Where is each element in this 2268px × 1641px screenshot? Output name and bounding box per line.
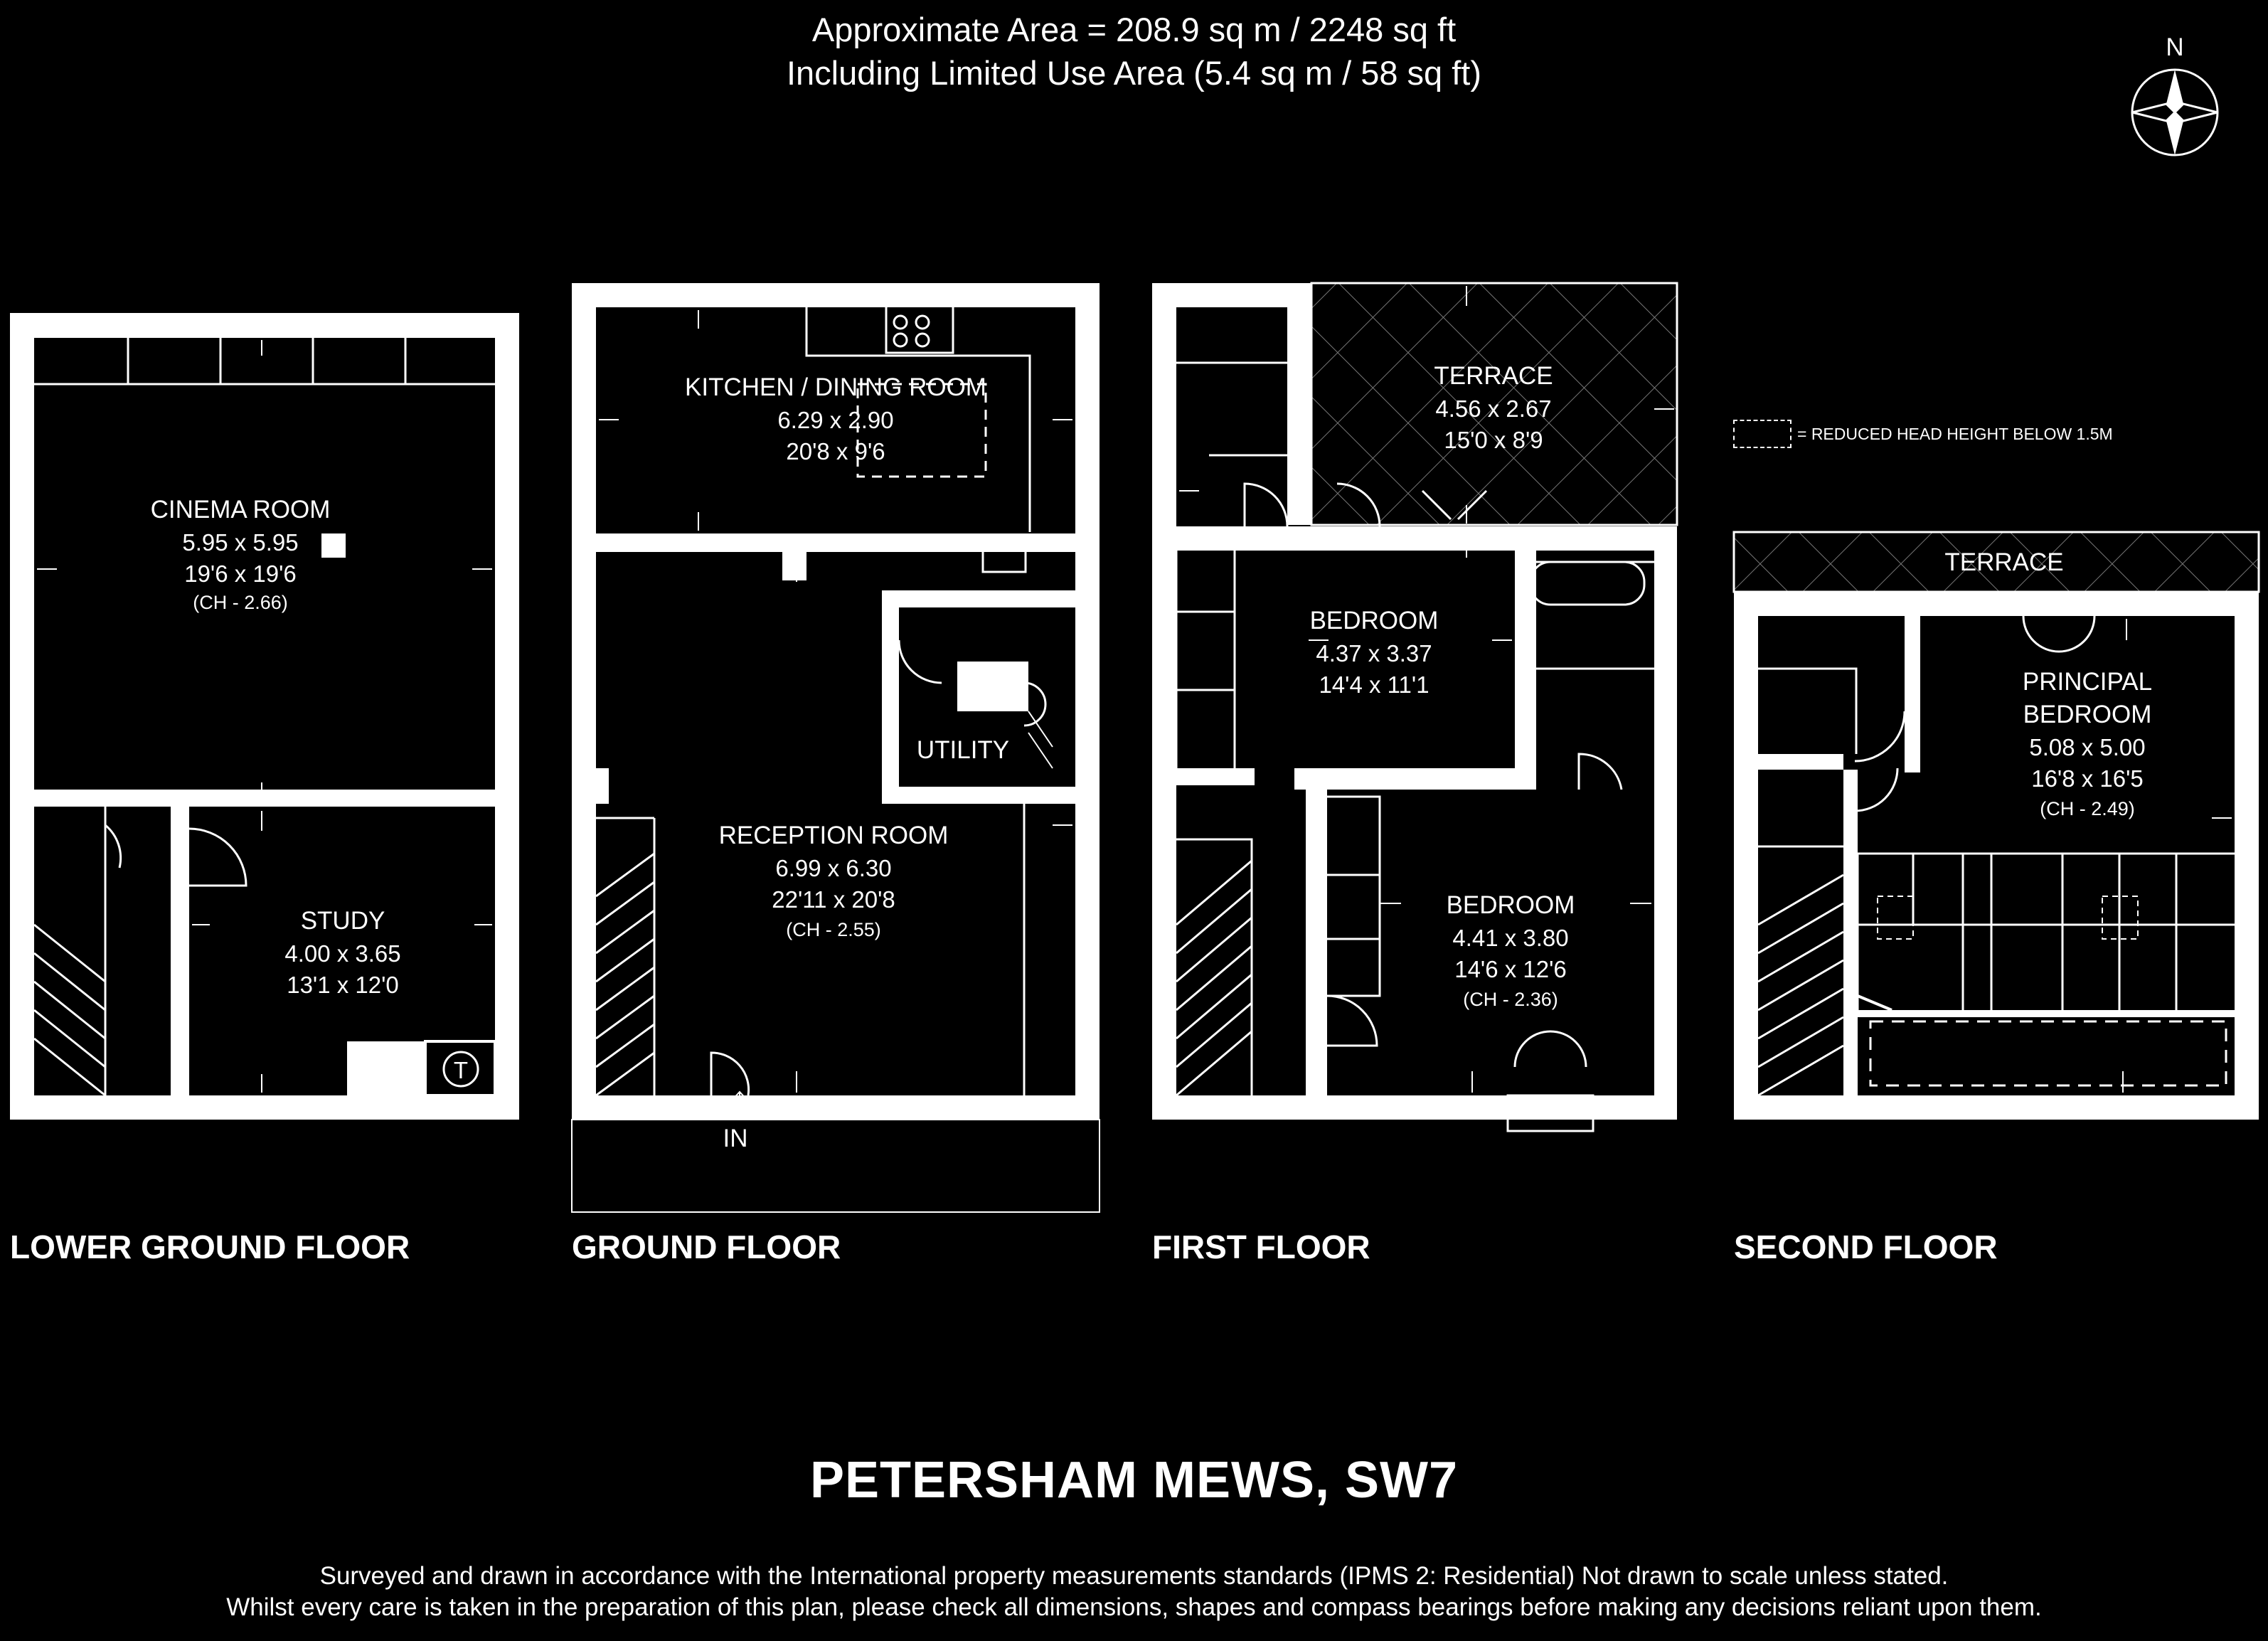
- reception-imperial: 22'11 x 20'8: [772, 886, 895, 913]
- disclaimer-line-1: Surveyed and drawn in accordance with the International property measurements standards (IPMS 2: Residential) Not drawn to scale unless stated.: [319, 1562, 1949, 1590]
- legend-text: = REDUCED HEAD HEIGHT BELOW 1.5M: [1797, 424, 2113, 443]
- first-terrace-imperial: 15'0 x 8'9: [1444, 427, 1543, 453]
- principal-ceiling: (CH - 2.49): [2040, 798, 2135, 819]
- first-bedroom-metric: 4.37 x 3.37: [1316, 640, 1432, 667]
- property-title: PETERSHAM MEWS, SW7: [809, 1452, 1459, 1509]
- area-heading: Approximate Area = 208.9 sq m / 2248 sq ft: [811, 11, 1457, 48]
- cinema-room-name: CINEMA ROOM: [150, 496, 331, 524]
- principal-imperial: 16'8 x 16'5: [2031, 765, 2144, 792]
- principal-name-line1: PRINCIPAL: [2022, 668, 2153, 696]
- first-floor-label: FIRST FLOOR: [1152, 1228, 1370, 1265]
- first-floor-plan: [1152, 283, 1677, 1131]
- principal-metric: 5.08 x 5.00: [2029, 734, 2146, 760]
- principal-name-line2: BEDROOM: [2023, 701, 2152, 728]
- limited-use-heading: Including Limited Use Area (5.4 sq m / 58 sq ft): [786, 54, 1482, 92]
- cinema-room-metric: 5.95 x 5.95: [182, 529, 299, 556]
- reception-name: RECEPTION ROOM: [718, 822, 949, 849]
- first-terrace-metric: 4.56 x 2.67: [1435, 395, 1552, 422]
- lower-ground-floor-plan: [10, 313, 519, 1120]
- kitchen-imperial: 20'8 x 9'6: [786, 438, 885, 464]
- reception-metric: 6.99 x 6.30: [775, 855, 892, 881]
- north-compass-icon: [2132, 33, 2218, 155]
- second-terrace-name: TERRACE: [1944, 548, 2064, 576]
- first-bedroom-imperial: 14'4 x 11'1: [1319, 671, 1430, 698]
- second-bedroom-ceiling: (CH - 2.36): [1463, 989, 1558, 1010]
- utility-name: UTILITY: [916, 736, 1010, 764]
- disclaimer-line-2: Whilst every care is taken in the preparation of this plan, please check all dimensions, shapes and compass bearings before making any decisions reliant upon them.: [226, 1593, 2042, 1621]
- lower-ground-floor-label: LOWER GROUND FLOOR: [10, 1228, 410, 1265]
- cinema-room-imperial: 19'6 x 19'6: [184, 561, 297, 587]
- reception-ceiling: (CH - 2.55): [786, 919, 881, 940]
- ground-floor-plan: [572, 283, 1100, 1212]
- study-metric: 4.00 x 3.65: [284, 940, 401, 967]
- ground-floor-label: GROUND FLOOR: [572, 1228, 841, 1265]
- first-bedroom-name: BEDROOM: [1309, 607, 1439, 634]
- second-floor-plan: [1734, 532, 2259, 1120]
- second-bedroom-name: BEDROOM: [1446, 891, 1575, 919]
- study-imperial: 13'1 x 12'0: [287, 972, 399, 998]
- cinema-room-ceiling: (CH - 2.66): [193, 592, 288, 613]
- kitchen-name: KITCHEN / DINING ROOM: [685, 373, 986, 401]
- second-bedroom-imperial: 14'6 x 12'6: [1454, 956, 1567, 982]
- first-terrace-name: TERRACE: [1434, 362, 1553, 390]
- second-bedroom-metric: 4.41 x 3.80: [1452, 925, 1569, 951]
- tank-symbol: T: [453, 1057, 469, 1083]
- study-name: STUDY: [300, 907, 385, 935]
- compass-north-label: N: [2166, 33, 2184, 61]
- second-floor-label: SECOND FLOOR: [1734, 1228, 1998, 1265]
- entrance-label: IN: [723, 1125, 748, 1152]
- kitchen-metric: 6.29 x 2.90: [777, 407, 894, 433]
